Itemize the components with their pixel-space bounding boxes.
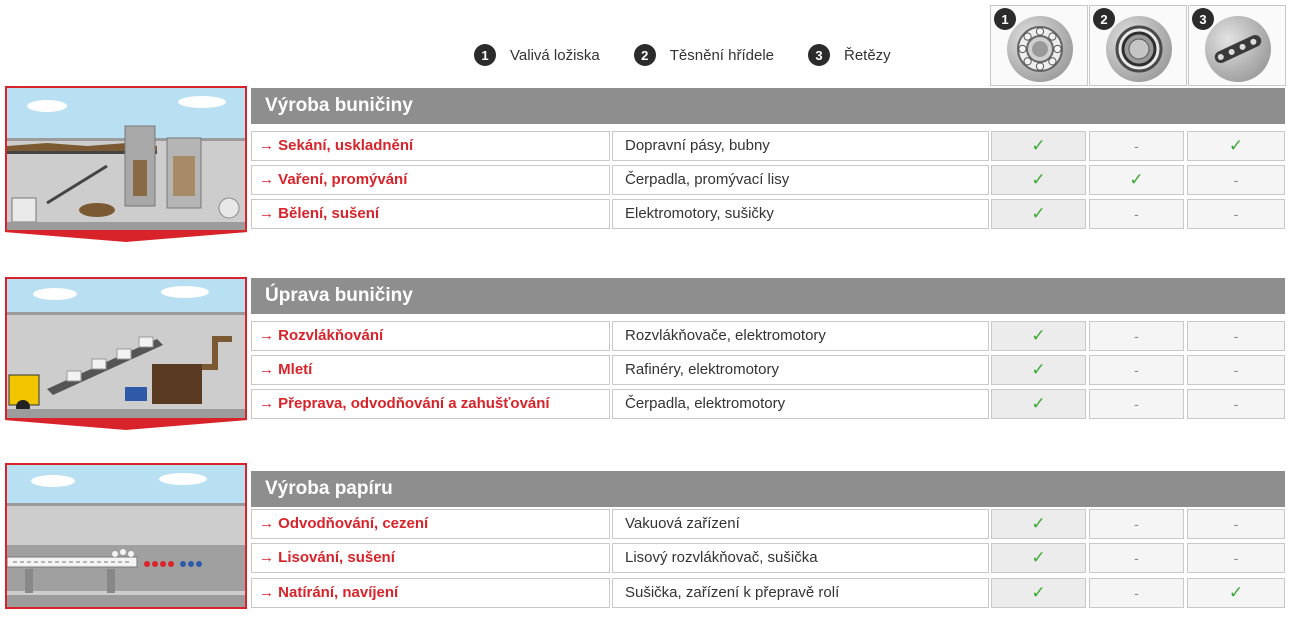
seal-dash-cell: -: [1089, 131, 1184, 161]
legend-item-seals: [634, 44, 774, 66]
seal-dash-cell: -: [1089, 509, 1184, 539]
process-link[interactable]: → Přeprava, odvodňování a zahušťování: [251, 389, 610, 419]
application-cell: Čerpadla, elektromotory: [612, 389, 989, 419]
scene-pulp-production-image: [5, 86, 247, 232]
bearing-check-icon: ✓: [991, 578, 1086, 608]
chain-check-icon: ✓: [1187, 578, 1285, 608]
section-arrow: [4, 420, 248, 430]
table-row: [251, 355, 1285, 385]
shaft-seal-icon: [1106, 16, 1172, 82]
product-number: 2: [1093, 8, 1115, 30]
legend-label: Valivá ložiska: [510, 46, 600, 64]
product-box-chain: [1188, 5, 1286, 86]
table-row: [251, 543, 1285, 573]
seal-dash-cell: -: [1089, 321, 1184, 351]
table-row: [251, 389, 1285, 419]
process-link[interactable]: → Bělení, sušení: [251, 199, 610, 229]
application-cell: Čerpadla, promývací lisy: [612, 165, 989, 195]
application-cell: Elektromotory, sušičky: [612, 199, 989, 229]
scene-pulp-treatment-image: [5, 277, 247, 420]
product-box-bearing: [990, 5, 1088, 86]
bearing-check-icon: ✓: [991, 543, 1086, 573]
table-row: [251, 199, 1285, 229]
legend-item-bearings: [474, 44, 600, 66]
chain-dash-cell: -: [1187, 543, 1285, 573]
seal-dash-cell: -: [1089, 389, 1184, 419]
table-row: [251, 321, 1285, 351]
product-number: 3: [1192, 8, 1214, 30]
product-legend: [474, 43, 925, 67]
seal-dash-cell: -: [1089, 543, 1184, 573]
chain-dash-cell: -: [1187, 199, 1285, 229]
bearing-check-icon: ✓: [991, 321, 1086, 351]
application-cell: Lisový rozvlákňovač, sušička: [612, 543, 989, 573]
table-row: [251, 165, 1285, 195]
chain-dash-cell: -: [1187, 321, 1285, 351]
bearing-check-icon: ✓: [991, 355, 1086, 385]
process-link[interactable]: → Lisování, sušení: [251, 543, 610, 573]
legend-item-chains: [808, 44, 891, 66]
legend-label: Těsnění hřídele: [669, 46, 774, 64]
section-arrow: [4, 232, 248, 242]
chain-dash-cell: -: [1187, 509, 1285, 539]
bearing-check-icon: ✓: [991, 165, 1086, 195]
legend-number: 3: [808, 44, 830, 66]
bearing-check-icon: ✓: [991, 199, 1086, 229]
chain-dash-cell: -: [1187, 355, 1285, 385]
section-title: Výroba papíru: [251, 471, 1285, 507]
product-number: 1: [994, 8, 1016, 30]
roller-chain-icon: [1205, 16, 1271, 82]
process-link[interactable]: → Vaření, promývání: [251, 165, 610, 195]
application-cell: Vakuová zařízení: [612, 509, 989, 539]
scene-paper-production-image: [5, 463, 247, 609]
seal-dash-cell: -: [1089, 578, 1184, 608]
chain-dash-cell: -: [1187, 389, 1285, 419]
seal-dash-cell: -: [1089, 355, 1184, 385]
table-row: [251, 131, 1285, 161]
application-cell: Sušička, zařízení k přepravě rolí: [612, 578, 989, 608]
seal-dash-cell: -: [1089, 199, 1184, 229]
process-link[interactable]: → Sekání, uskladnění: [251, 131, 610, 161]
legend-number: 1: [474, 44, 496, 66]
process-link[interactable]: → Natírání, navíjení: [251, 578, 610, 608]
application-cell: Rozvlákňovače, elektromotory: [612, 321, 989, 351]
chain-dash-cell: -: [1187, 165, 1285, 195]
chain-check-icon: ✓: [1187, 131, 1285, 161]
product-box-seal: [1089, 5, 1187, 86]
section-title: Úprava buničiny: [251, 278, 1285, 314]
bearing-check-icon: ✓: [991, 509, 1086, 539]
process-link[interactable]: → Rozvlákňování: [251, 321, 610, 351]
table-row: [251, 509, 1285, 539]
ball-bearing-icon: [1007, 16, 1073, 82]
bearing-check-icon: ✓: [991, 131, 1086, 161]
section-title: Výroba buničiny: [251, 88, 1285, 124]
legend-number: 2: [634, 44, 656, 66]
legend-label: Řetězy: [844, 46, 891, 64]
process-link[interactable]: → Odvodňování, cezení: [251, 509, 610, 539]
application-cell: Dopravní pásy, bubny: [612, 131, 989, 161]
application-cell: Rafinéry, elektromotory: [612, 355, 989, 385]
table-row: [251, 578, 1285, 608]
process-link[interactable]: → Mletí: [251, 355, 610, 385]
seal-check-icon: ✓: [1089, 165, 1184, 195]
bearing-check-icon: ✓: [991, 389, 1086, 419]
